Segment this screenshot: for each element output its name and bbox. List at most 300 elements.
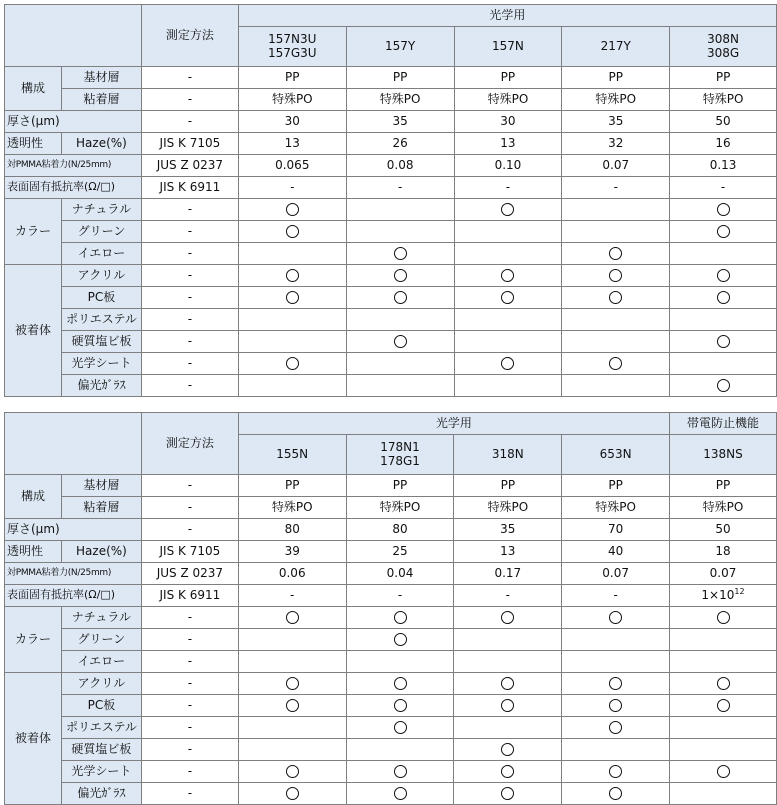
circle-icon xyxy=(394,765,407,778)
value-cell: - xyxy=(238,585,346,607)
row-group-color: カラー xyxy=(5,607,62,673)
value-cell xyxy=(670,243,777,265)
row-label-transparency: 透明性 xyxy=(5,133,62,155)
value-cell: PP xyxy=(238,67,346,89)
method-header: 測定方法 xyxy=(141,413,238,475)
circle-icon xyxy=(394,721,407,734)
circle-mark xyxy=(346,331,454,353)
value-cell xyxy=(670,651,777,673)
circle-mark xyxy=(562,695,670,717)
row-label-transparency: 透明性 xyxy=(5,541,62,563)
row-label-pmma: 対PMMA粘着力(N/25mm) xyxy=(5,563,142,585)
value-cell: 30 xyxy=(238,111,346,133)
circle-mark xyxy=(238,287,346,309)
product-name-alt: 178G1 xyxy=(380,453,420,468)
row-label-polarizer: 偏光ｶﾞﾗｽ xyxy=(61,783,141,805)
circle-mark xyxy=(238,761,346,783)
row-label-resistivity: 表面固有抵抗率(Ω/□) xyxy=(5,585,142,607)
circle-icon xyxy=(717,765,730,778)
method-cell: - xyxy=(141,243,238,265)
value-cell xyxy=(562,651,670,673)
circle-icon xyxy=(609,291,622,304)
value-cell: 0.07 xyxy=(562,563,670,585)
row-group-adherend: 被着体 xyxy=(5,265,62,397)
circle-mark xyxy=(670,221,777,243)
method-cell: - xyxy=(141,287,238,309)
value-cell xyxy=(562,629,670,651)
corner-cell xyxy=(5,413,142,475)
circle-icon xyxy=(717,677,730,690)
corner-cell xyxy=(5,5,142,67)
circle-mark xyxy=(238,783,346,805)
value-cell xyxy=(670,739,777,761)
circle-icon xyxy=(394,633,407,646)
value-cell: 26 xyxy=(346,133,454,155)
product-name: 308N xyxy=(707,31,740,46)
method-cell: - xyxy=(141,375,238,397)
circle-mark xyxy=(346,673,454,695)
circle-mark xyxy=(562,353,670,375)
method-cell: - xyxy=(141,331,238,353)
value-cell xyxy=(346,221,454,243)
method-cell: - xyxy=(141,199,238,221)
row-group-structure: 構成 xyxy=(5,67,62,111)
value-cell xyxy=(346,651,454,673)
value-cell: 35 xyxy=(562,111,670,133)
product-header xyxy=(562,27,670,67)
circle-icon xyxy=(286,203,299,216)
value-cell: 16 xyxy=(670,133,777,155)
circle-mark xyxy=(562,717,670,739)
method-cell: - xyxy=(141,673,238,695)
value-cell xyxy=(346,199,454,221)
row-label-optical-sheet: 光学シート xyxy=(61,761,141,783)
value-cell: PP xyxy=(238,475,346,497)
product-name-alt: 308G xyxy=(706,45,740,60)
circle-mark xyxy=(454,761,562,783)
value-cell: - xyxy=(346,585,454,607)
method-cell: - xyxy=(141,717,238,739)
value-cell: PP xyxy=(454,475,562,497)
value-cell xyxy=(454,243,562,265)
value-cell: $1\times 10^{12}$ xyxy=(670,585,777,607)
circle-icon xyxy=(717,699,730,712)
circle-icon xyxy=(609,721,622,734)
circle-icon xyxy=(394,699,407,712)
circle-icon xyxy=(501,203,514,216)
row-label-pc: PC板 xyxy=(61,287,141,309)
value-cell: 0.07 xyxy=(562,155,670,177)
circle-mark xyxy=(562,673,670,695)
circle-mark xyxy=(454,199,562,221)
circle-icon xyxy=(501,357,514,370)
circle-mark xyxy=(454,783,562,805)
row-label-acrylic: アクリル xyxy=(61,265,141,287)
circle-icon xyxy=(501,677,514,690)
value-cell xyxy=(454,309,562,331)
value-cell: 0.10 xyxy=(454,155,562,177)
value-cell: 特殊PO xyxy=(346,497,454,519)
row-label-adhesive: 粘着層 xyxy=(61,89,141,111)
method-cell: - xyxy=(141,353,238,375)
value-cell: 35 xyxy=(454,519,562,541)
value-cell: 0.04 xyxy=(346,563,454,585)
circle-icon xyxy=(286,269,299,282)
product-name-alt: 157G3U xyxy=(267,45,317,60)
value-cell: 39 xyxy=(238,541,346,563)
value-cell xyxy=(670,717,777,739)
circle-mark xyxy=(238,265,346,287)
circle-mark xyxy=(562,265,670,287)
product-header xyxy=(454,435,562,475)
method-cell: - xyxy=(141,221,238,243)
method-cell: JUS Z 0237 xyxy=(141,563,238,585)
product-name: 138NS xyxy=(703,446,743,461)
value-cell: 0.07 xyxy=(670,563,777,585)
row-label-polyester: ポリエステル xyxy=(61,717,141,739)
value-cell: 特殊PO xyxy=(670,497,777,519)
value-cell: 80 xyxy=(346,519,454,541)
value-cell xyxy=(346,375,454,397)
product-header xyxy=(238,27,346,67)
row-label-green: グリーン xyxy=(61,221,141,243)
circle-icon xyxy=(717,291,730,304)
value-cell xyxy=(346,739,454,761)
product-header xyxy=(238,435,346,475)
circle-icon xyxy=(501,291,514,304)
circle-mark xyxy=(454,607,562,629)
circle-icon xyxy=(286,357,299,370)
value-cell xyxy=(562,739,670,761)
product-header xyxy=(346,27,454,67)
circle-icon xyxy=(609,357,622,370)
circle-icon xyxy=(717,269,730,282)
row-label-haze: Haze(%) xyxy=(61,541,141,563)
value-cell: 特殊PO xyxy=(562,89,670,111)
value-cell xyxy=(454,331,562,353)
product-name: 178N1 xyxy=(380,439,420,454)
group-header-antistatic: 帯電防止機能 xyxy=(670,413,777,435)
value-cell: 70 xyxy=(562,519,670,541)
value-cell: - xyxy=(562,585,670,607)
circle-icon xyxy=(717,335,730,348)
value-cell xyxy=(562,375,670,397)
value-cell: PP xyxy=(346,475,454,497)
circle-icon xyxy=(501,787,514,800)
circle-icon xyxy=(394,247,407,260)
method-cell: - xyxy=(141,783,238,805)
product-header xyxy=(562,435,670,475)
value-cell: 特殊PO xyxy=(238,497,346,519)
circle-icon xyxy=(717,379,730,392)
circle-mark xyxy=(562,761,670,783)
value-cell: 50 xyxy=(670,111,777,133)
row-group-structure: 構成 xyxy=(5,475,62,519)
row-label-optical-sheet: 光学シート xyxy=(61,353,141,375)
row-label-polarizer: 偏光ｶﾞﾗｽ xyxy=(61,375,141,397)
method-cell: - xyxy=(141,695,238,717)
value-cell xyxy=(670,629,777,651)
circle-icon xyxy=(394,291,407,304)
product-name: 157N3U xyxy=(268,31,317,46)
circle-icon xyxy=(394,677,407,690)
value-cell xyxy=(670,783,777,805)
circle-icon xyxy=(394,269,407,282)
circle-icon xyxy=(609,677,622,690)
value-cell: 13 xyxy=(454,541,562,563)
circle-icon xyxy=(286,699,299,712)
circle-mark xyxy=(454,695,562,717)
circle-mark xyxy=(670,673,777,695)
circle-icon xyxy=(286,787,299,800)
value-cell: 0.13 xyxy=(670,155,777,177)
value-cell: 特殊PO xyxy=(454,89,562,111)
value-cell: 35 xyxy=(346,111,454,133)
circle-mark xyxy=(562,287,670,309)
circle-mark xyxy=(454,287,562,309)
value-cell: 50 xyxy=(670,519,777,541)
method-cell: - xyxy=(141,629,238,651)
value-cell xyxy=(562,331,670,353)
circle-mark xyxy=(562,783,670,805)
value-cell: 32 xyxy=(562,133,670,155)
value-cell: PP xyxy=(562,475,670,497)
method-cell: JIS K 7105 xyxy=(141,133,238,155)
value-cell xyxy=(238,629,346,651)
value-cell: 特殊PO xyxy=(346,89,454,111)
product-name: 157N xyxy=(491,38,524,53)
product-name: 217Y xyxy=(600,38,631,53)
circle-icon xyxy=(286,677,299,690)
row-label-base: 基材層 xyxy=(61,67,141,89)
circle-mark xyxy=(238,607,346,629)
value-cell: 特殊PO xyxy=(238,89,346,111)
row-label-polyester: ポリエステル xyxy=(61,309,141,331)
method-cell: - xyxy=(141,309,238,331)
value-cell xyxy=(670,353,777,375)
circle-mark xyxy=(670,199,777,221)
circle-icon xyxy=(394,787,407,800)
value-cell: PP xyxy=(562,67,670,89)
circle-mark xyxy=(670,265,777,287)
value-cell xyxy=(670,309,777,331)
circle-icon xyxy=(286,291,299,304)
method-cell: - xyxy=(141,67,238,89)
row-label-green: グリーン xyxy=(61,629,141,651)
method-cell: - xyxy=(141,739,238,761)
circle-icon xyxy=(501,269,514,282)
value-cell xyxy=(238,309,346,331)
row-label-adhesive: 粘着層 xyxy=(61,497,141,519)
circle-mark xyxy=(670,287,777,309)
circle-mark xyxy=(238,673,346,695)
circle-mark xyxy=(238,695,346,717)
circle-mark xyxy=(346,717,454,739)
product-name: 155N xyxy=(276,446,309,461)
exponent: 12 xyxy=(734,586,745,596)
value-cell: - xyxy=(562,177,670,199)
value-cell: 特殊PO xyxy=(562,497,670,519)
method-cell: - xyxy=(141,761,238,783)
circle-mark xyxy=(670,375,777,397)
circle-icon xyxy=(286,611,299,624)
product-header xyxy=(670,435,777,475)
row-label-pvc: 硬質塩ビ板 xyxy=(61,739,141,761)
circle-mark xyxy=(346,783,454,805)
value-cell: - xyxy=(454,585,562,607)
value-cell xyxy=(238,375,346,397)
circle-mark xyxy=(238,221,346,243)
circle-icon xyxy=(286,225,299,238)
value-cell: 80 xyxy=(238,519,346,541)
product-name: 653N xyxy=(599,446,632,461)
circle-icon xyxy=(717,203,730,216)
spec-table-1 xyxy=(4,4,777,397)
circle-icon xyxy=(609,247,622,260)
value-cell: 13 xyxy=(454,133,562,155)
circle-icon xyxy=(286,765,299,778)
row-label-resistivity: 表面固有抵抗率(Ω/□) xyxy=(5,177,142,199)
value-cell: - xyxy=(454,177,562,199)
product-header xyxy=(670,27,777,67)
method-cell: - xyxy=(141,475,238,497)
value-cell: PP xyxy=(670,475,777,497)
value-cell: 特殊PO xyxy=(454,497,562,519)
circle-mark xyxy=(454,739,562,761)
row-label-natural: ナチュラル xyxy=(61,607,141,629)
product-header xyxy=(346,435,454,475)
value-cell xyxy=(238,717,346,739)
circle-icon xyxy=(609,611,622,624)
row-label-thickness: 厚さ(μm) xyxy=(5,111,142,133)
circle-mark xyxy=(238,353,346,375)
circle-icon xyxy=(501,743,514,756)
value-cell xyxy=(238,331,346,353)
row-label-yellow: イエロー xyxy=(61,243,141,265)
method-cell: - xyxy=(141,89,238,111)
method-cell: - xyxy=(141,651,238,673)
row-group-color: カラー xyxy=(5,199,62,265)
value-cell xyxy=(454,629,562,651)
value-cell: 0.17 xyxy=(454,563,562,585)
circle-mark xyxy=(346,761,454,783)
spec-table-2 xyxy=(4,412,777,805)
value-cell: 特殊PO xyxy=(670,89,777,111)
method-cell: JUS Z 0237 xyxy=(141,155,238,177)
method-cell: - xyxy=(141,111,238,133)
row-label-haze: Haze(%) xyxy=(61,133,141,155)
row-label-thickness: 厚さ(μm) xyxy=(5,519,142,541)
value-cell: 30 xyxy=(454,111,562,133)
value-cell xyxy=(346,353,454,375)
circle-icon xyxy=(609,765,622,778)
value-cell xyxy=(562,221,670,243)
row-label-yellow: イエロー xyxy=(61,651,141,673)
value-cell xyxy=(454,717,562,739)
circle-mark xyxy=(454,673,562,695)
circle-icon xyxy=(717,225,730,238)
circle-mark xyxy=(670,331,777,353)
circle-icon xyxy=(717,611,730,624)
value-cell: - xyxy=(238,177,346,199)
circle-mark xyxy=(454,265,562,287)
value-cell: PP xyxy=(346,67,454,89)
value-cell xyxy=(238,651,346,673)
circle-mark xyxy=(238,199,346,221)
circle-mark xyxy=(346,607,454,629)
circle-mark xyxy=(562,243,670,265)
circle-mark xyxy=(346,243,454,265)
value-cell xyxy=(454,375,562,397)
circle-mark xyxy=(670,695,777,717)
value-cell: 0.06 xyxy=(238,563,346,585)
circle-icon xyxy=(394,335,407,348)
circle-mark xyxy=(346,265,454,287)
row-label-pc: PC板 xyxy=(61,695,141,717)
row-label-natural: ナチュラル xyxy=(61,199,141,221)
group-header: 光学用 xyxy=(238,5,776,27)
method-cell: JIS K 7105 xyxy=(141,541,238,563)
circle-icon xyxy=(609,269,622,282)
method-cell: - xyxy=(141,607,238,629)
value-cell: PP xyxy=(670,67,777,89)
method-cell: - xyxy=(141,519,238,541)
product-name: 157Y xyxy=(384,38,416,53)
circle-mark xyxy=(670,607,777,629)
product-name: 318N xyxy=(491,446,524,461)
circle-mark xyxy=(562,607,670,629)
row-label-pmma: 対PMMA粘着力(N/25mm) xyxy=(5,155,142,177)
circle-icon xyxy=(501,611,514,624)
circle-mark xyxy=(346,629,454,651)
product-header xyxy=(454,27,562,67)
value-cell: - xyxy=(346,177,454,199)
method-cell: - xyxy=(141,497,238,519)
row-label-pvc: 硬質塩ビ板 xyxy=(61,331,141,353)
circle-icon xyxy=(609,787,622,800)
circle-mark xyxy=(346,695,454,717)
value-cell xyxy=(454,221,562,243)
row-group-adherend: 被着体 xyxy=(5,673,62,805)
method-cell: JIS K 6911 xyxy=(141,177,238,199)
value-cell xyxy=(238,739,346,761)
group-header: 光学用 xyxy=(238,413,669,435)
value-cell xyxy=(454,651,562,673)
value-cell xyxy=(238,243,346,265)
value-cell: 0.065 xyxy=(238,155,346,177)
method-cell: - xyxy=(141,265,238,287)
value-cell xyxy=(562,309,670,331)
value-cell xyxy=(562,199,670,221)
value-cell xyxy=(346,309,454,331)
method-header: 測定方法 xyxy=(141,5,238,67)
value-cell: 0.08 xyxy=(346,155,454,177)
value-cell: - xyxy=(670,177,777,199)
circle-mark xyxy=(670,761,777,783)
circle-mark xyxy=(454,353,562,375)
value-cell: 40 xyxy=(562,541,670,563)
circle-icon xyxy=(609,699,622,712)
value-cell: 18 xyxy=(670,541,777,563)
circle-icon xyxy=(501,765,514,778)
method-cell: JIS K 6911 xyxy=(141,585,238,607)
value-cell: PP xyxy=(454,67,562,89)
circle-icon xyxy=(394,611,407,624)
circle-icon xyxy=(501,699,514,712)
row-label-base: 基材層 xyxy=(61,475,141,497)
value-cell: 13 xyxy=(238,133,346,155)
row-label-acrylic: アクリル xyxy=(61,673,141,695)
